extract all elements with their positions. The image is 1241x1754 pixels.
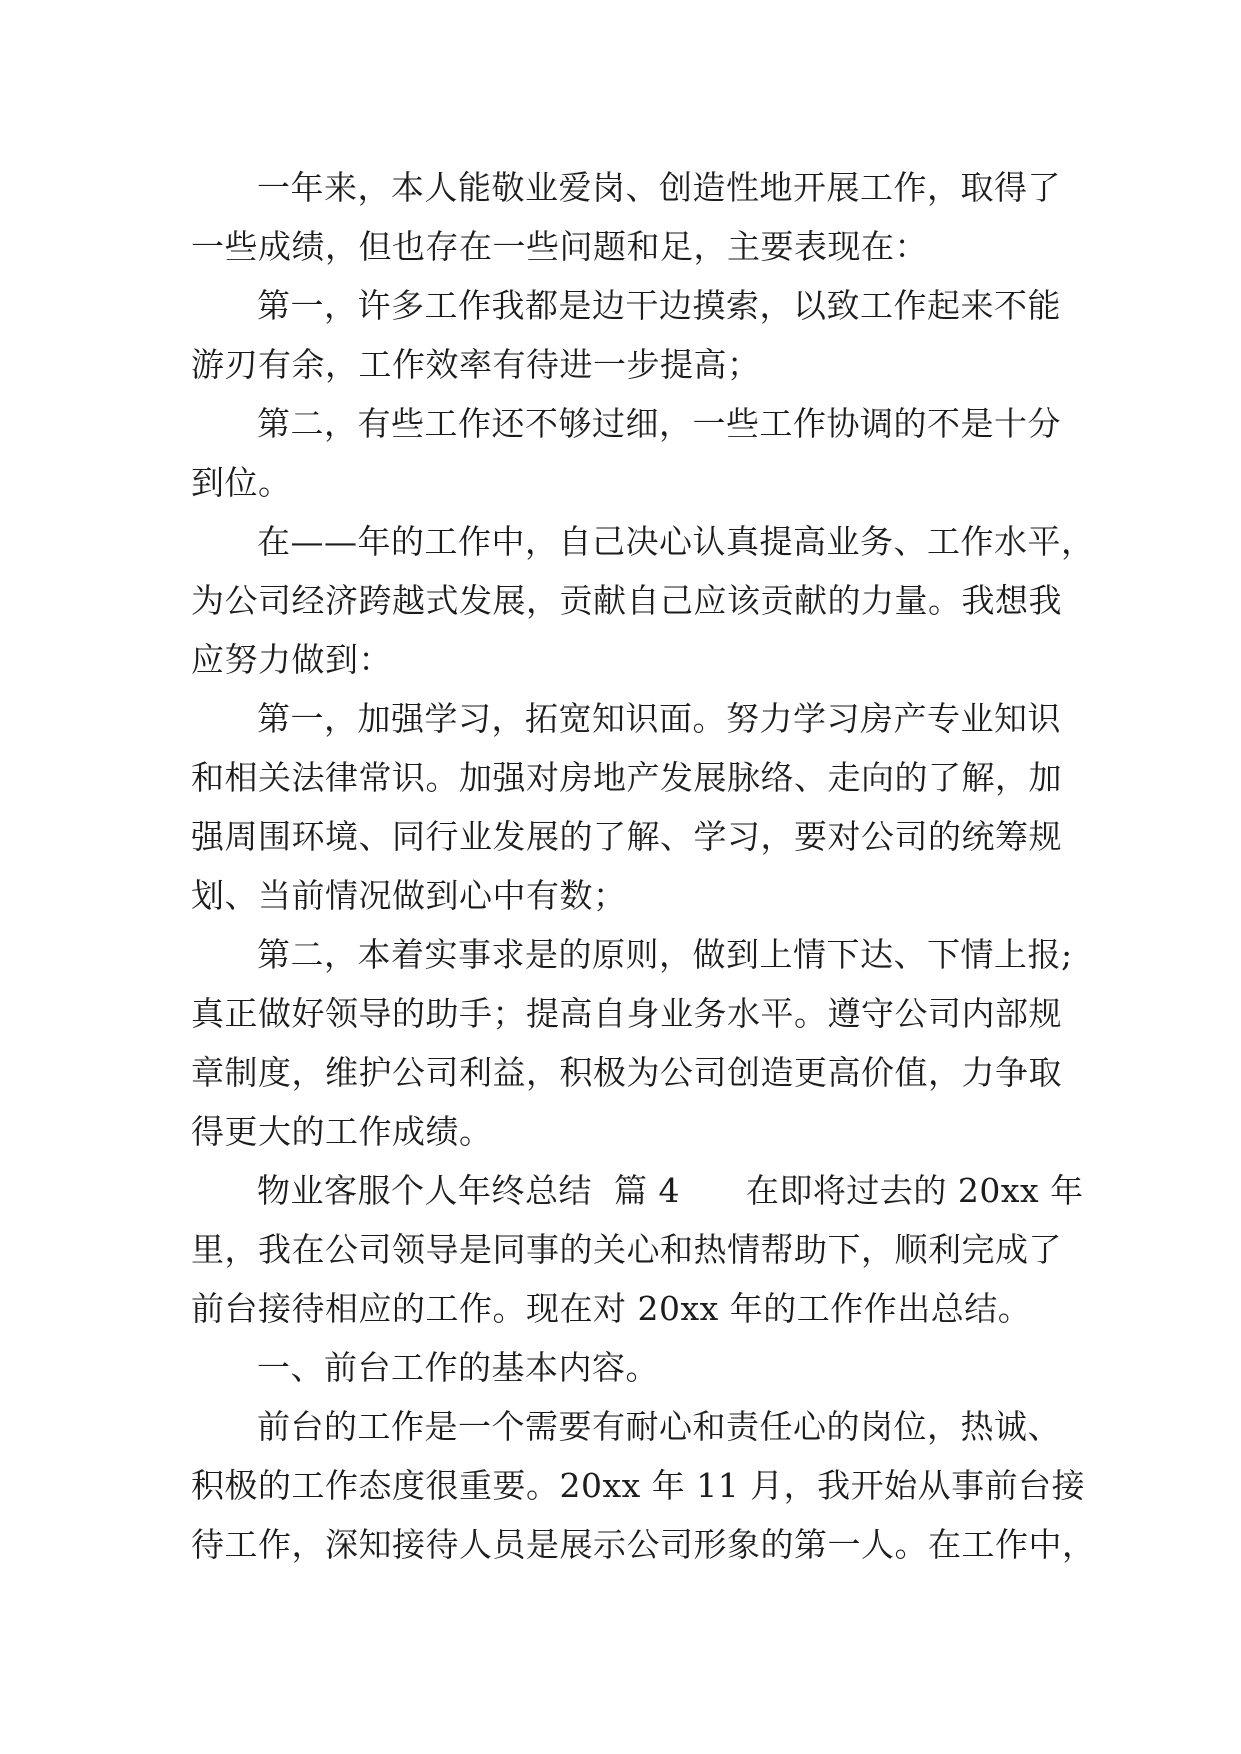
- text-line: 第一，加强学习，拓宽知识面。努力学习房产专业知识: [257, 699, 1061, 738]
- text-line: 一些成绩，但也存在一些问题和足，主要表现在：: [191, 227, 928, 266]
- text-line: 和相关法律常识。加强对房地产发展脉络、走向的了解，加: [191, 758, 1062, 797]
- text-line: 得更大的工作成绩。: [191, 1112, 493, 1151]
- text-line: 一、前台工作的基本内容。: [257, 1348, 659, 1387]
- text-line: 在——年的工作中，自己决心认真提高业务、工作水平，: [257, 522, 1095, 561]
- text-line: 到位。: [191, 463, 292, 502]
- text-line: 里，我在公司领导是同事的关心和热情帮助下，顺利完成了: [191, 1230, 1062, 1269]
- document-body: [191, 158, 1096, 1574]
- text-line: 第二，本着实事求是的原则，做到上情下达、下情上报;: [257, 935, 1073, 974]
- text-line: 划、当前情况做到心中有数；: [191, 876, 627, 915]
- text-line: 一年来，本人能敬业爱岗、创造性地开展工作，取得了: [257, 168, 1061, 207]
- text-line: 为公司经济跨越式发展，贡献自己应该贡献的力量。我想我: [191, 581, 1062, 620]
- text-line: 前台接待相应的工作。现在对 20xx 年的工作作出总结。: [191, 1289, 1032, 1328]
- text-line: 应努力做到：: [191, 640, 392, 679]
- text-line: 前台的工作是一个需要有耐心和责任心的岗位，热诚、: [257, 1407, 1061, 1446]
- text-line: 强周围环境、同行业发展的了解、学习，要对公司的统筹规: [191, 817, 1062, 856]
- text-line: 待工作，深知接待人员是展示公司形象的第一人。在工作中，: [191, 1525, 1096, 1564]
- text-line: 积极的工作态度很重要。20xx 年 11 月，我开始从事前台接: [191, 1466, 1086, 1505]
- text-line: 游刃有余，工作效率有待进一步提高；: [191, 345, 761, 384]
- text-line: 物业客服个人年终总结 篇 4 在即将过去的 20xx 年: [257, 1171, 1084, 1210]
- text-line: 第一，许多工作我都是边干边摸索，以致工作起来不能: [257, 286, 1061, 325]
- text-line: 第二，有些工作还不够过细，一些工作协调的不是十分: [257, 404, 1061, 443]
- text-line: 章制度，维护公司利益，积极为公司创造更高价值，力争取: [191, 1053, 1062, 1092]
- text-line: 真正做好领导的助手；提高自身业务水平。遵守公司内部规: [191, 994, 1062, 1033]
